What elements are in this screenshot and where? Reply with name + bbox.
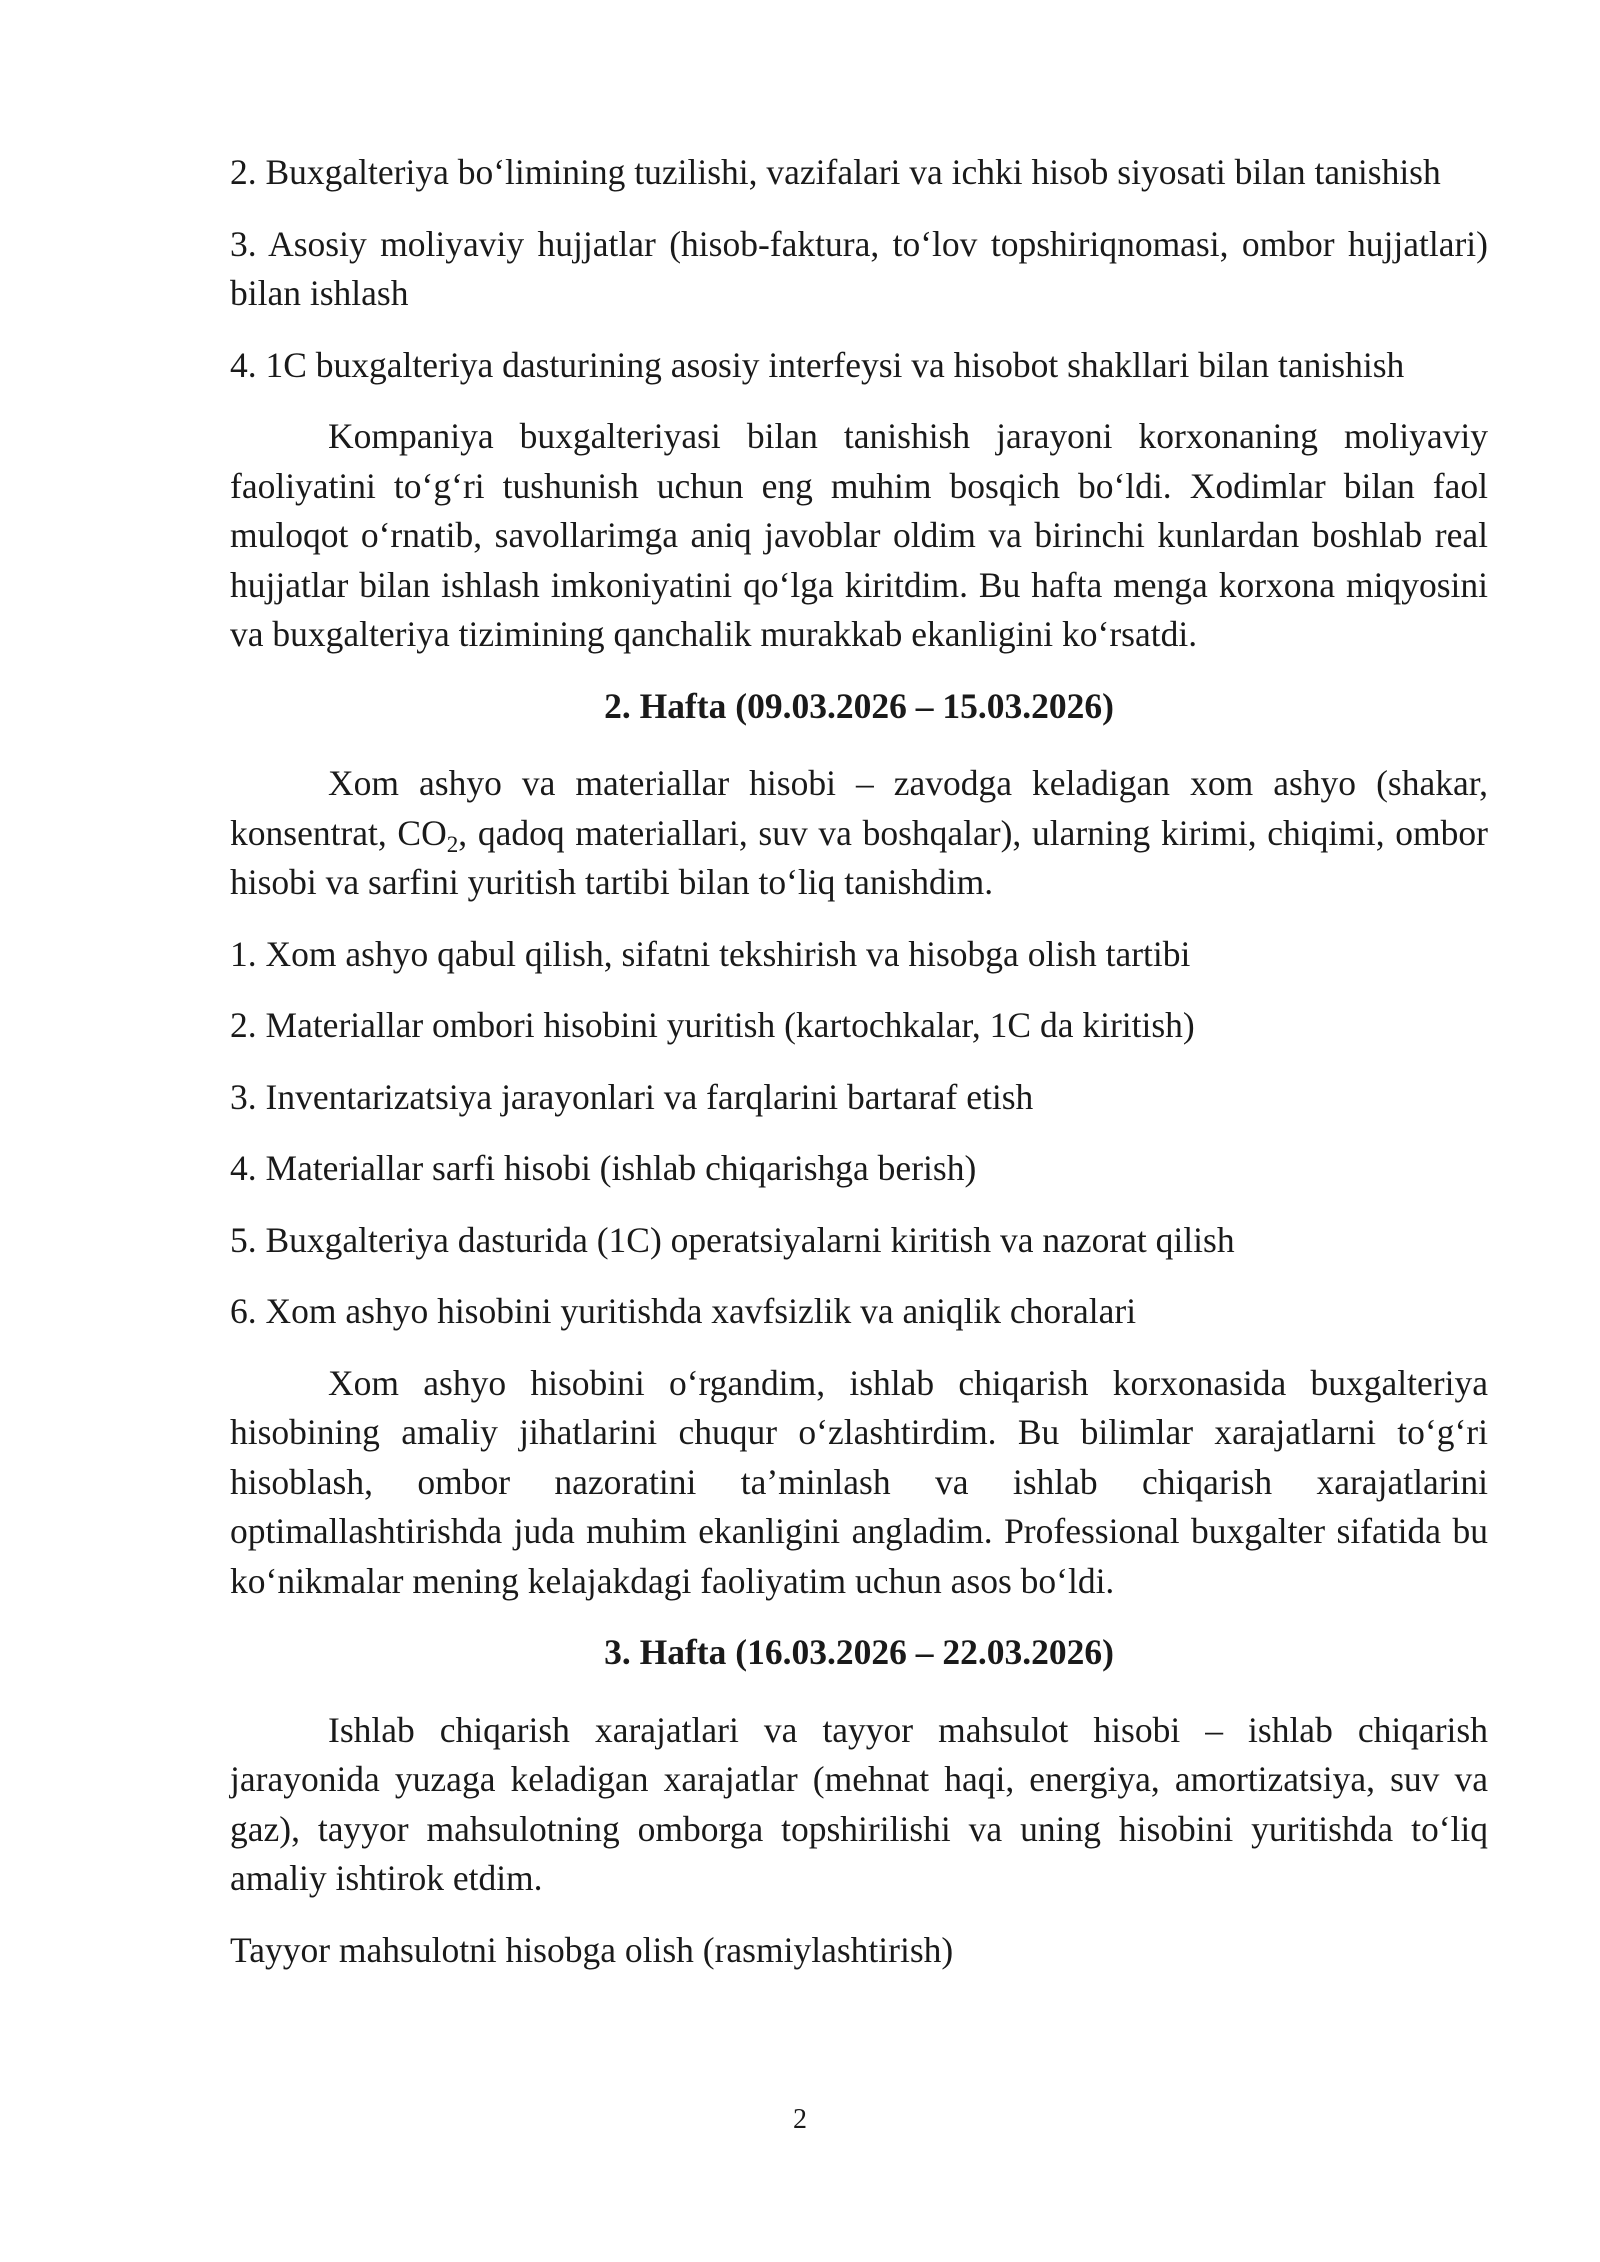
week2-list-item: 1. Xom ashyo qabul qilish, sifatni tekshirish va hisobga olish tartibi [230, 933, 1191, 974]
week1-summary-paragraph: Kompaniya buxgalteriyasi bilan tanishish jarayoni korxonaning moliyaviy faoliyatini to‘g‘ri tushunish uchun eng muhim bosqich bo‘ldi. Xodimlar bilan faol muloqot o‘rnatib, savollarimga aniq javoblar oldim va birinchi kunlardan boshlab real hujjatlar bilan ishlash imkoniyatini qo‘lga kiritdim. Bu hafta menga korxona miqyosini va buxgalteriya tizimining qanchalik murakkab ekanligini ko‘rsatdi. [230, 416, 1488, 654]
week2-intro-paragraph [230, 759, 1488, 908]
week2-list-item: 2. Materiallar ombori hisobini yuritish (kartochkalar, 1C da kiritish) [230, 1005, 1195, 1045]
week2-list-item: 3. Inventarizatsiya jarayonlari va farqlarini bartaraf etish [230, 1076, 1034, 1117]
week3-intro-paragraph: Ishlab chiqarish xarajatlari va tayyor mahsulot hisobi – ishlab chiqarish jarayonida yuzaga keladigan xarajatlar (mehnat haqi, energiya, amortizatsiya, suv va gaz), tayyor mahsulotning omborga topshirilishi va uning hisobini yuritishda to‘liq amaliy ishtirok etdim. [230, 1709, 1488, 1898]
week2-intro-subscript: 2 [446, 830, 459, 857]
week2-list-item: 6. Xom ashyo hisobini yuritishda xavfsizlik va aniqlik choralari [230, 1291, 1137, 1331]
week2-list-item: 5. Buxgalteriya dasturida (1C) operatsiyalarni kiritish va nazorat qilish [230, 1219, 1235, 1260]
list-item: 2. Buxgalteriya bo‘limining tuzilishi, vazifalari va ichki hisob siyosati bilan tanishish [230, 152, 1441, 192]
page-content [230, 148, 1488, 1997]
week2-heading: 2. Hafta (09.03.2026 – 15.03.2026) [604, 685, 1114, 726]
week2-intro-text: Xom ashyo va materiallar hisobi – zavodga keladigan xom ashyo (shakar, konsentrat, CO [230, 763, 1488, 853]
page-number: 2 [793, 2104, 807, 2135]
list-item: 4. 1C buxgalteriya dasturining asosiy interfeysi va hisobot shakllari bilan tanishish [230, 344, 1405, 385]
week3-list-item: Tayyor mahsulotni hisobga olish (rasmiylashtirish) [230, 1929, 954, 1970]
week2-intro-text-continued: , qadoq materiallari, suv va boshqalar), ularning kirimi, chiqimi, ombor hisobi va sarfini yuritish tartibi bilan to‘liq tanishdim. [230, 812, 1488, 902]
list-item: 3. Asosiy moliyaviy hujjatlar (hisob-faktura, to‘lov topshiriqnomasi, ombor hujjatlari) bilan ishlash [230, 223, 1488, 313]
week3-heading: 3. Hafta (16.03.2026 – 22.03.2026) [604, 1632, 1114, 1672]
week2-summary-paragraph: Xom ashyo hisobini o‘rgandim, ishlab chiqarish korxonasida buxgalteriya hisobining amaliy jihatlarini chuqur o‘zlashtirdim. Bu bilimlar xarajatlarni to‘g‘ri hisoblash, ombor nazoratini ta’minlash va ishlab chiqarish xarajatlarini optimallashtirishda juda muhim ekanligini angladim. Professional buxgalter sifatida bu ko‘nikmalar mening kelajakdagi faoliyatim uchun asos bo‘ldi. [230, 1362, 1488, 1601]
week2-list-item: 4. Materiallar sarfi hisobi (ishlab chiqarishga berish) [230, 1148, 977, 1188]
